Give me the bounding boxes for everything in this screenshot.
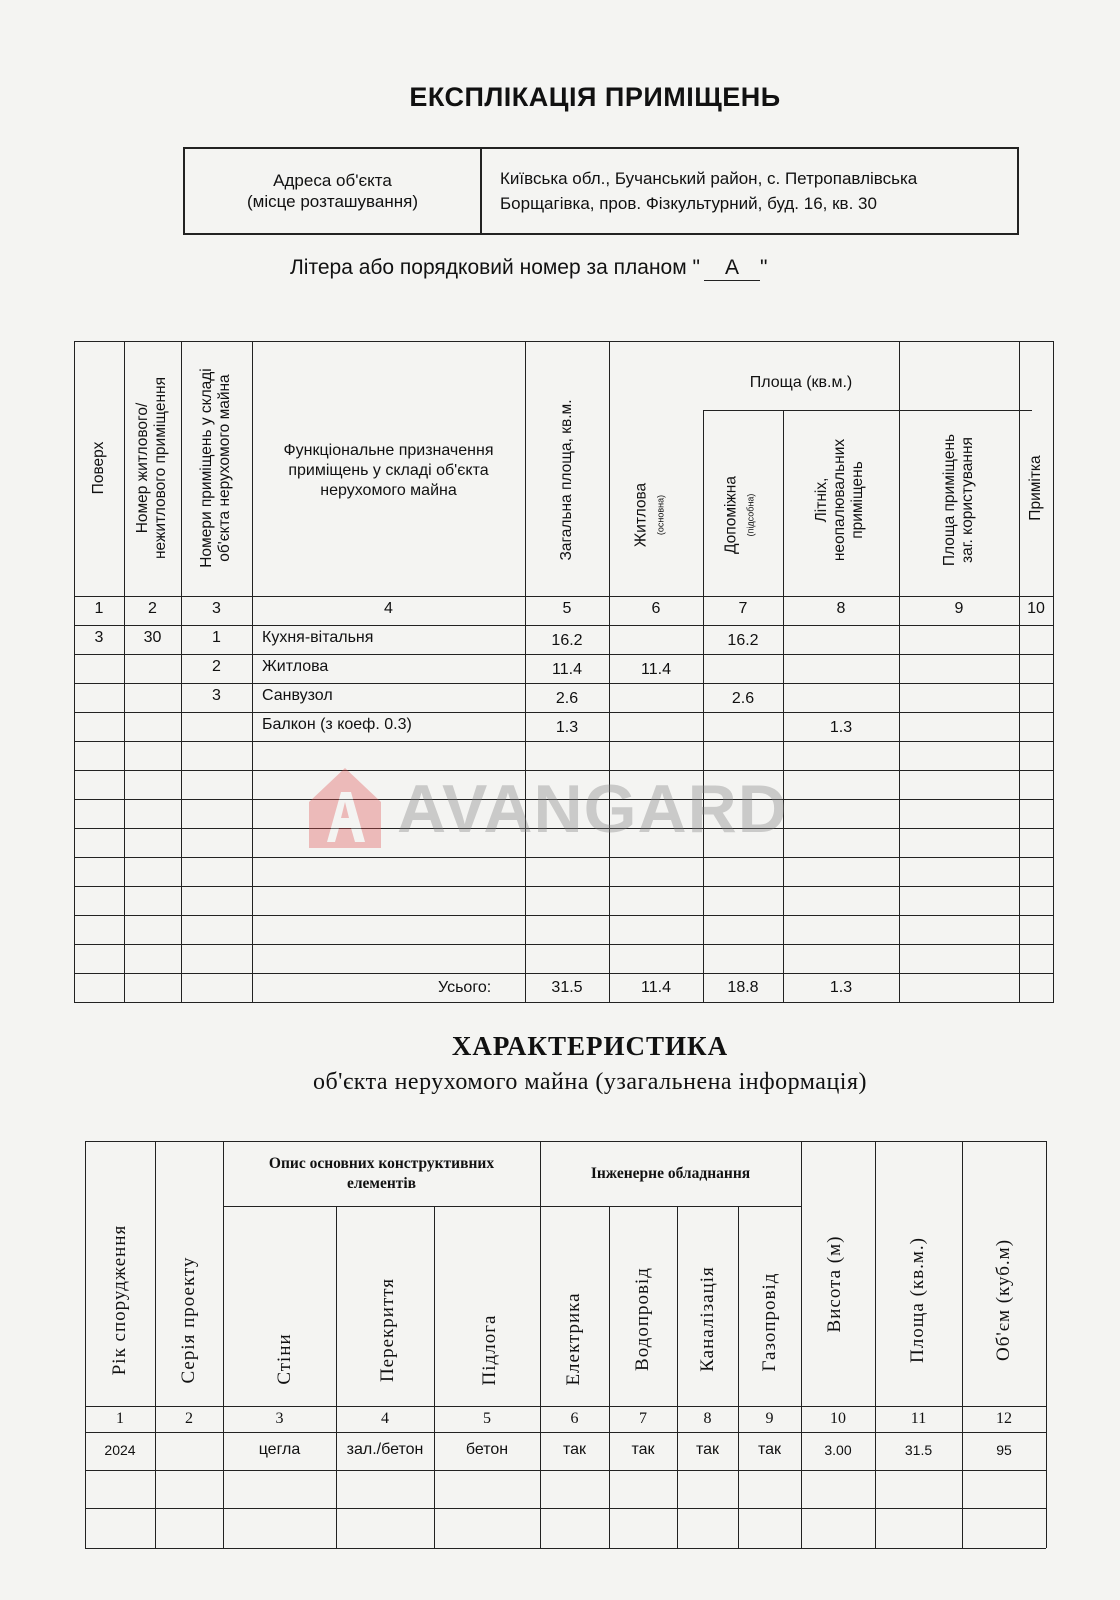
table-rule-vertical <box>801 1141 802 1548</box>
col-number: 1 <box>94 600 104 617</box>
cell-purpose: Кухня-вітальня <box>262 629 374 646</box>
cell-purpose: Санвузол <box>262 687 333 704</box>
table-rule-vertical <box>899 341 900 1002</box>
cell-floors: зал./бетон <box>346 1441 424 1458</box>
header-area: Площа (кв.м.) <box>907 1237 928 1363</box>
table-rule-horizontal <box>85 1141 1046 1142</box>
table-rule-horizontal <box>74 915 1054 916</box>
cell-living: 11.4 <box>641 661 671 678</box>
col-number: 4 <box>384 600 393 617</box>
header-water: Водопровід <box>632 1267 653 1371</box>
cell-aux: 2.6 <box>731 690 755 707</box>
cell-water: так <box>631 1441 655 1458</box>
header-area-group: Площа (кв.м.) <box>749 374 853 391</box>
table-rule-horizontal <box>85 1508 1046 1509</box>
cell-walls: цегла <box>258 1441 301 1458</box>
header-purpose: Функціональне призначення приміщень у складі об'єкта нерухомого майна <box>283 442 494 499</box>
table-rule-vertical <box>738 1206 739 1548</box>
totals-summer: 1.3 <box>829 979 853 996</box>
header-height: Висота (м) <box>824 1235 845 1333</box>
cell-volume: 95 <box>996 1442 1012 1458</box>
header-auxiliary: Допоміжна (підсобна) <box>722 476 756 554</box>
col-number: 6 <box>651 600 661 617</box>
table-rule-horizontal <box>74 712 1054 713</box>
table-rule-horizontal <box>74 799 1054 800</box>
table-rule-horizontal <box>74 973 1054 974</box>
col-number: 10 <box>830 1410 846 1427</box>
cell-room: 3 <box>212 687 221 704</box>
header-unit-number: Номер житлового/ нежитлового приміщення <box>134 376 169 560</box>
table-rule-horizontal <box>74 596 1054 597</box>
document-title: ЕКСПЛІКАЦІЯ ПРИМІЩЕНЬ <box>409 82 781 112</box>
table-rule-vertical <box>155 1141 156 1548</box>
table-rule-vertical <box>962 1141 963 1548</box>
totals-aux: 18.8 <box>727 979 759 996</box>
table-rule-horizontal <box>74 741 1054 742</box>
header-flooring: Підлога <box>479 1314 500 1386</box>
totals-living: 11.4 <box>641 979 671 996</box>
col-number: 1 <box>116 1410 124 1427</box>
cell-room: 1 <box>212 629 221 646</box>
table-rule-vertical <box>1046 1141 1047 1548</box>
cell-sewer: так <box>695 1441 720 1458</box>
table-rule-vertical <box>336 1206 337 1548</box>
header-floors: Перекриття <box>377 1277 398 1383</box>
table-rule-vertical <box>677 1206 678 1548</box>
col-number: 3 <box>275 1410 284 1427</box>
table-rule-horizontal <box>74 683 1054 684</box>
header-summer-rooms: Літніх, неопалювальних приміщень <box>813 438 866 562</box>
watermark-logo <box>305 762 815 852</box>
header-floor: Поверх <box>90 441 107 495</box>
col-number: 4 <box>381 1410 389 1427</box>
col-number: 8 <box>836 600 846 617</box>
cell-year: 2024 <box>104 1442 136 1458</box>
cell-aux: 16.2 <box>727 632 759 649</box>
table-rule-horizontal <box>74 625 1054 626</box>
cell-total: 2.6 <box>555 690 579 707</box>
col-number: 11 <box>910 1410 927 1427</box>
header-series: Серія проекту <box>178 1256 199 1384</box>
table-rule-horizontal <box>74 944 1054 945</box>
header-sewer: Каналізація <box>697 1266 718 1372</box>
col-number: 9 <box>954 600 964 617</box>
table-rule-horizontal <box>74 828 1054 829</box>
watermark-text: AVANGARD <box>397 771 788 847</box>
litera-value: А <box>704 256 760 281</box>
table-rule-vertical <box>1053 341 1054 1002</box>
litera-line: Літера або порядковий номер за планом " А " <box>290 256 768 279</box>
header-engineering-group: Інженерне обладнання <box>590 1165 751 1182</box>
header-total-area: Загальна площа, кв.м. <box>558 399 575 561</box>
address-label: Адреса об'єкта (місце розташування) <box>185 149 482 233</box>
header-gas: Газопровід <box>759 1272 780 1372</box>
table-rule-horizontal <box>74 654 1054 655</box>
characteristic-title: ХАРАКТЕРИСТИКА <box>451 1031 729 1061</box>
cell-flooring: бетон <box>465 1441 509 1458</box>
table-rule-vertical <box>540 1141 541 1548</box>
col-number: 3 <box>212 600 221 617</box>
table-rule-horizontal <box>85 1548 1046 1549</box>
table-rule-vertical <box>85 1141 86 1548</box>
col-number: 10 <box>1027 600 1045 617</box>
col-number: 5 <box>562 600 572 617</box>
table-rule-horizontal <box>74 1002 1054 1003</box>
col-number: 2 <box>185 1410 193 1427</box>
totals-label: Усього: <box>438 979 492 996</box>
header-year: Рік спорудження <box>109 1224 130 1376</box>
header-common-area: Площа приміщень заг. користування <box>941 433 976 567</box>
col-number: 8 <box>703 1410 712 1427</box>
col-number: 5 <box>483 1410 491 1427</box>
cell-electricity: так <box>562 1441 587 1458</box>
cell-area: 31.5 <box>904 1442 933 1458</box>
col-number: 9 <box>765 1410 774 1427</box>
table-rule-horizontal <box>223 1206 801 1207</box>
cell-room: 2 <box>212 658 221 675</box>
table-rule-vertical <box>124 341 125 1002</box>
table-rule-vertical <box>875 1141 876 1548</box>
cell-total: 16.2 <box>551 632 583 649</box>
table-rule-horizontal <box>74 341 1054 342</box>
table-rule-horizontal <box>85 1406 1046 1407</box>
table-rule-vertical <box>74 341 75 1002</box>
header-note: Примітка <box>1027 455 1044 521</box>
header-walls: Стіни <box>274 1333 295 1385</box>
table-rule-horizontal <box>74 886 1054 887</box>
table-rule-horizontal <box>703 410 1032 411</box>
header-structural-group: Опис основних конструктивних елементів <box>268 1155 495 1192</box>
cell-unit: 30 <box>143 629 162 646</box>
col-number: 6 <box>570 1410 579 1427</box>
characteristic-subtitle: об'єкта нерухомого майна (узагальнена інформація) <box>312 1069 868 1095</box>
cell-purpose: Житлова <box>262 658 329 675</box>
table-rule-vertical <box>1019 341 1020 1002</box>
col-number: 12 <box>996 1410 1012 1427</box>
cell-gas: так <box>757 1441 782 1458</box>
cell-total: 11.4 <box>552 661 582 678</box>
cell-floor: 3 <box>94 629 104 646</box>
table-rule-vertical <box>609 1206 610 1548</box>
table-rule-vertical <box>434 1206 435 1548</box>
header-living: Житлова (основна) <box>632 482 666 548</box>
col-number: 2 <box>148 600 157 617</box>
table-rule-horizontal <box>85 1470 1046 1471</box>
header-electricity: Електрика <box>563 1292 584 1386</box>
col-number: 7 <box>639 1410 647 1427</box>
cell-total: 1.3 <box>555 719 579 736</box>
cell-purpose: Балкон (з коеф. 0.3) <box>262 716 412 733</box>
table-rule-horizontal <box>74 770 1054 771</box>
table-rule-horizontal <box>74 857 1054 858</box>
cell-height: 3.00 <box>824 1442 852 1458</box>
address-box <box>183 147 1019 235</box>
table-rule-horizontal <box>85 1432 1046 1433</box>
cell-summer: 1.3 <box>829 719 853 736</box>
table-rule-vertical <box>223 1141 224 1548</box>
table-rule-vertical <box>783 410 784 1002</box>
header-room-numbers: Номери приміщень у складі об'єкта нерухомого майна <box>198 368 233 568</box>
header-volume: Об'єм (куб.м) <box>993 1238 1014 1362</box>
avangard-logo-icon <box>305 762 385 852</box>
address-value: Київська обл., Бучанський район, с. Петропавлівська Борщагівка, пров. Фізкультурний, буд. 16, кв. 30 <box>500 169 918 213</box>
col-number: 7 <box>738 600 748 617</box>
totals-total: 31.5 <box>551 979 583 996</box>
